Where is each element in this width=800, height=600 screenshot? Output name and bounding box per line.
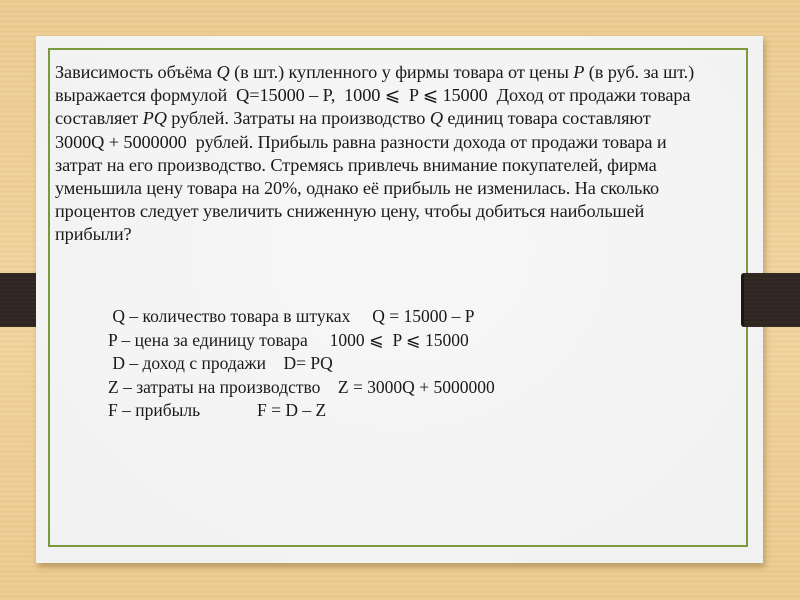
- definition-costs: Z – затраты на производство Z = 3000Q + 5000000: [108, 376, 495, 397]
- text-segment: (в руб. за шт.): [584, 62, 695, 82]
- problem-line: [55, 84, 755, 107]
- text-segment: единиц товара составляют: [442, 108, 651, 129]
- text-segment: составляет: [55, 108, 143, 129]
- text-segment: рублей. Затраты на производство: [166, 108, 430, 129]
- variable-q: Q: [216, 62, 230, 82]
- problem-line: [55, 107, 755, 130]
- variable-p: P: [573, 62, 585, 82]
- definition-quantity: Q – количество товара в штуках Q = 15000 – P: [108, 306, 475, 326]
- problem-line: [55, 223, 755, 246]
- text-segment: 3000Q + 5000000 рублей. Прибыль равна разности дохода от продажи товара и: [55, 131, 667, 152]
- text-segment: затрат на его производство. Стремясь привлечь внимание покупателей, фирма: [55, 154, 657, 175]
- definition-revenue: D – доход с продажи D= PQ: [108, 353, 333, 373]
- text-segment: процентов следует увеличить сниженную цену, чтобы добиться наибольшей: [55, 201, 645, 222]
- problem-line: [55, 131, 755, 154]
- problem-line: [55, 200, 755, 223]
- text-segment: прибыли?: [55, 224, 132, 245]
- problem-statement: [55, 61, 755, 247]
- binder-tab-right: [741, 273, 800, 327]
- problem-line: [55, 61, 755, 84]
- text-segment: Зависимость объёма: [55, 62, 217, 82]
- text-segment: уменьшила цену товара на 20%, однако её прибыль не изменилась. На сколько: [55, 178, 660, 199]
- variable-pq: PQ: [142, 108, 167, 129]
- problem-line: [55, 154, 755, 177]
- problem-line: [55, 177, 755, 200]
- variable-definitions: [108, 305, 495, 423]
- text-segment: (в шт.) купленного у фирмы товара от цены: [229, 62, 574, 82]
- definition-profit: F – прибыль F = D – Z: [108, 400, 327, 420]
- text-segment: выражается формулой Q=15000 – P, 1000 ⩽ P ⩽ 15000 Доход от продажи товара: [55, 85, 691, 106]
- variable-q: Q: [429, 108, 443, 129]
- definition-price: P – цена за единицу товара 1000 ⩽ P ⩽ 15000: [108, 329, 469, 350]
